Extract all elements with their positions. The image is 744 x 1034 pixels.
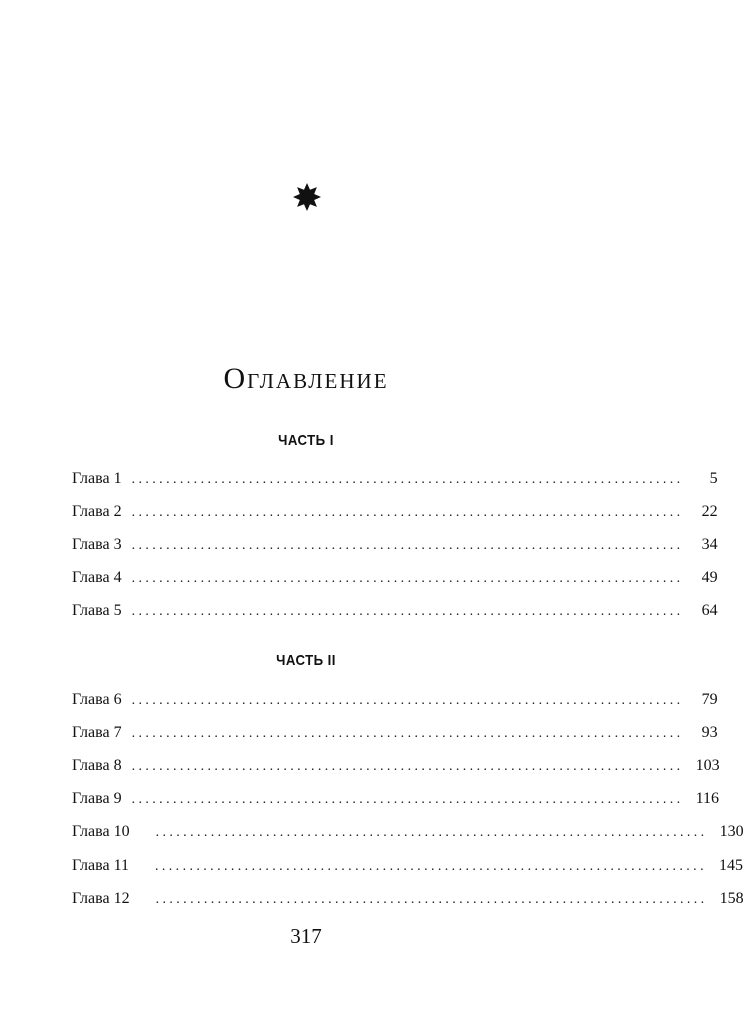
dot-leader: ................................................................................	[131, 471, 684, 487]
toc-entry[interactable]	[72, 462, 718, 495]
chapter-label: Глава 10	[72, 823, 130, 841]
dot-leader: ................................................................................	[155, 891, 708, 907]
toc-entry[interactable]	[72, 783, 719, 816]
chapter-page: 49	[701, 569, 718, 587]
chapter-page: 79	[701, 690, 718, 708]
chapter-page: 158	[719, 889, 744, 907]
chapter-label: Глава 8	[72, 756, 122, 774]
toc-entry[interactable]	[72, 495, 718, 528]
chapter-label: Глава 3	[72, 535, 122, 553]
toc-entry[interactable]	[72, 562, 718, 595]
chapter-page: 22	[701, 502, 718, 520]
dot-leader: ................................................................................	[131, 692, 684, 708]
dot-leader: ................................................................................	[131, 758, 684, 774]
chapter-page: 5	[709, 469, 718, 487]
toc-entry[interactable]	[72, 595, 718, 628]
chapter-page: 116	[695, 790, 719, 808]
chapter-page: 34	[701, 535, 718, 553]
toc-entry[interactable]	[72, 683, 718, 716]
chapter-label: Глава 11	[72, 856, 129, 874]
star-ornament-icon	[292, 182, 322, 212]
toc-entry[interactable]	[72, 749, 720, 782]
toc-entry[interactable]	[72, 882, 744, 915]
dot-leader: ................................................................................	[131, 725, 684, 741]
chapter-label: Глава 6	[72, 690, 122, 708]
dot-leader: ................................................................................	[131, 604, 684, 620]
part-heading: ЧАСТЬ I	[278, 432, 334, 449]
chapter-label: Глава 7	[72, 723, 122, 741]
toc-entry[interactable]	[72, 849, 743, 882]
dot-leader: ................................................................................	[154, 858, 707, 874]
page-number: 317	[290, 924, 322, 948]
toc-list	[72, 683, 744, 915]
chapter-page: 103	[695, 756, 720, 774]
chapter-page: 145	[718, 856, 743, 874]
chapter-page: 130	[719, 823, 744, 841]
dot-leader: ................................................................................	[131, 537, 684, 553]
part-heading: ЧАСТЬ II	[276, 652, 336, 669]
dot-leader: ................................................................................	[155, 825, 708, 841]
dot-leader: ................................................................................	[131, 792, 684, 808]
chapter-label: Глава 5	[72, 602, 122, 620]
dot-leader: ................................................................................	[131, 504, 684, 520]
toc-title: Оглавление	[223, 362, 389, 395]
toc-entry[interactable]	[72, 716, 718, 749]
toc-entry[interactable]	[72, 816, 744, 849]
chapter-label: Глава 2	[72, 502, 122, 520]
chapter-page: 64	[701, 602, 718, 620]
chapter-label: Глава 1	[72, 469, 122, 487]
chapter-page: 93	[701, 723, 718, 741]
chapter-label: Глава 12	[72, 889, 130, 907]
dot-leader: ................................................................................	[131, 571, 684, 587]
toc-entry[interactable]	[72, 528, 718, 561]
chapter-label: Глава 4	[72, 569, 122, 587]
chapter-label: Глава 9	[72, 790, 122, 808]
toc-list	[72, 462, 718, 628]
